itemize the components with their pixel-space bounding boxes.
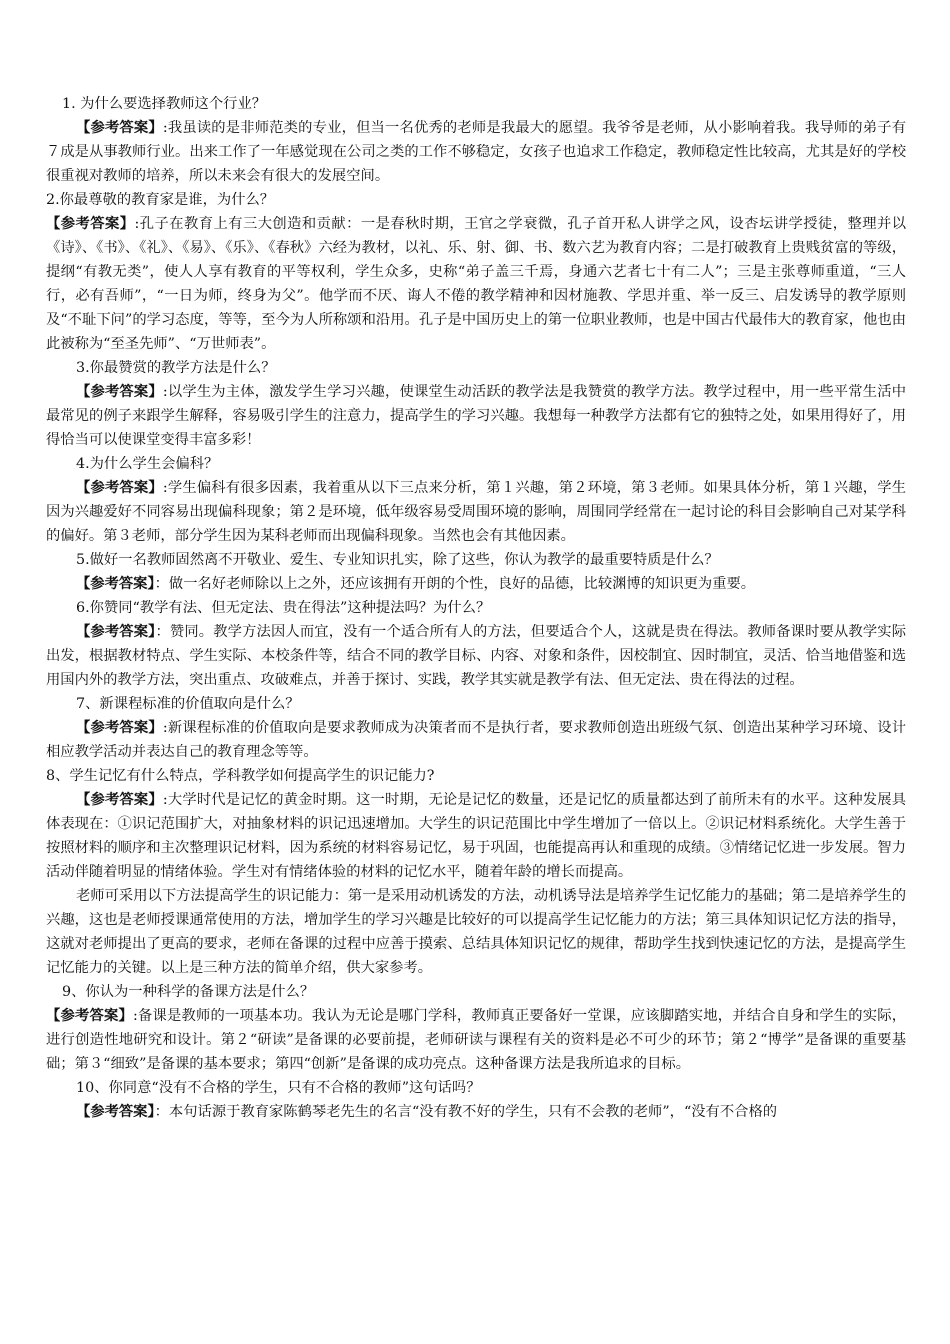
answer-tag: 【参考答案】	[76, 624, 156, 640]
answer-tag: 【参考答案】	[76, 1104, 155, 1120]
question-10: 10、你同意“没有不合格的学生，只有不合格的教师”这句话吗？	[76, 1080, 481, 1096]
question-3: 3.你最赞赏的教学方法是什么？	[76, 360, 276, 376]
answer-1	[46, 116, 906, 188]
answer-tag: 【参考答案】	[76, 120, 163, 136]
answer-text: :我虽读的是非师范类的专业，但当一名优秀的老师是我最大的愿望。我爷爷是老师，从小影响着我。我导师的弟子有７成是从事教师行业。出来工作了一年感觉现在公司之类的工作不够稳定，女孩子也追求工作稳定，教师稳定性比较高，尤其是好的学校很重视对教师的培养，所以未来会有很大的发展空间。	[46, 120, 907, 184]
answer-text: :大学时代是记忆的黄金时期。这一时期，无论是记忆的数量，还是记忆的质量都达到了前所未有的水平。这种发展具体表现在：①识记范围扩大，对抽象材料的识记迅速增加。大学生的识记范围比中学生增加了一倍以上。②识记材料系统化。大学生善于按照材料的顺序和主次整理识记材料，因为系统的材料容易记忆，易于巩固，也能提高再认和重现的成绩。③情绪记忆进一步发展。智力活动伴随着明显的情绪体验。学生对有情绪体验的材料的记忆水平，随着年龄的增长而提高。	[46, 792, 907, 880]
question-5: 5.做好一名教师固然离不开敬业、爱生、专业知识扎实，除了这些，你认为教学的最重要特质是什么？	[76, 552, 719, 568]
answer-text: :新课程标准的价值取向是要求教师成为决策者而不是执行者，要求教师创造出班级气氛、创造出某种学习环境、设计相应教学活动并表达自己的教育理念等等。	[46, 720, 907, 760]
answer-tag: 【参考答案】	[76, 480, 163, 496]
question-2: 2.你最尊敬的教育家是谁，为什么？	[46, 192, 275, 208]
question-4: 4.为什么学生会偏科？	[76, 456, 219, 472]
answer-10	[46, 1100, 906, 1124]
answer-tag: 【参考答案】	[76, 576, 155, 592]
answer-6	[46, 620, 906, 692]
answer-tag: 【参考答案】	[46, 1008, 133, 1024]
answer-5	[46, 572, 906, 596]
answer-text: :备课是教师的一项基本功。我认为无论是哪门学科，教师真正要备好一堂课，应该脚踏实地，并结合自身和学生的实际，进行创造性地研究和设计。第２“研读”是备课的必要前提，老师研读与课程有关的资料是必不可少的环节；第２“博学”是备课的重要基础；第３“细致”是备课的基本要求；第四“创新”是备课的成功亮点。这种备课方法是我所追求的目标。	[46, 1008, 906, 1072]
answer-text: :学生偏科有很多因素，我着重从以下三点来分析，第１兴趣，第２环境，第３老师。如果具体分析，第１兴趣，学生因为兴趣爱好不同容易出现偏科现象；第２是环境，低年级容易受周围环境的影响，周围同学经常在一起讨论的科目会影响自己对某学科的偏好。第３老师，部分学生因为某科老师而出现偏科现象。当然也会有其他因素。	[46, 480, 907, 544]
answer-text: :孔子在教育上有三大创造和贡献：一是春秋时期，王官之学衰微，孔子首开私人讲学之风，设杏坛讲学授徒，整理并以《诗》、《书》、《礼》、《易》、《乐》、《春秋》六经为教材，以礼、乐、射、御、书、数六艺为教育内容；二是打破教育上贵贱贫富的等级，提纲“有教无类”，使人人享有教育的平等权利，学生众多，史称“弟子盖三千焉，身通六艺者七十有二人”；三是主张尊师重道，“三人行，必有吾师”，“一日为师，终身为父”。他学而不厌、诲人不倦的教学精神和因材施教、学思并重、举一反三、启发诱导的教学原则及“不耻下问”的学习态度，等等，至今为人所称颂和沿用。孔子是中国历史上的第一位职业教师，也是中国古代最伟大的教育家，他也由此被称为“至圣先师”、“万世师表”。	[46, 216, 906, 352]
answer-text: ：本句话源于教育家陈鹤琴老先生的名言“没有教不好的学生，只有不会教的老师”，“没有不合格的	[154, 1104, 778, 1120]
question-7: 7、新课程标准的价值取向是什么？	[76, 696, 300, 712]
answer-8	[46, 788, 906, 884]
question-9: 9、你认为一种科学的备课方法是什么？	[62, 984, 315, 1000]
answer-tag: 【参考答案】	[46, 216, 135, 232]
answer-tag: 【参考答案】	[76, 384, 163, 400]
answer-8-extra: 老师可采用以下方法提高学生的识记能力：第一是采用动机诱发的方法，动机诱导法是培养学生记忆能力的基础；第二是培养学生的兴趣，这也是老师授课通常使用的方法，增加学生的学习兴趣是比较好的可以提高学生记忆能力的方法；第三具体知识记忆方法的指导，这就对老师提出了更高的要求，老师在备课的过程中应善于摸索、总结具体知识记忆的规律，帮助学生找到快速记忆的方法，是提高学生记忆能力的关键。以上是三种方法的简单介绍，供大家参考。	[46, 888, 906, 976]
answer-3	[46, 380, 906, 452]
document-page	[46, 92, 906, 1124]
question-8: 8、学生记忆有什么特点，学科教学如何提高学生的识记能力?	[46, 768, 435, 784]
answer-7	[46, 716, 906, 764]
answer-tag: 【参考答案】	[76, 792, 163, 808]
answer-2	[46, 212, 906, 356]
answer-text: ：赞同。教学方法因人而宜，没有一个适合所有人的方法，但要适合个人，这就是贵在得法。教师备课时要从教学实际出发，根据教材特点、学生实际、本校条件等，结合不同的教学目标、内容、对象和条件，因校制宜、因时制宜，灵活、恰当地借鉴和选用国内外的教学方法，突出重点、攻破难点，并善于探讨、实践，教学其实就是教学有法、但无定法、贵在得法的过程。	[46, 624, 906, 688]
answer-4	[46, 476, 906, 548]
answer-9	[46, 1004, 906, 1076]
answer-tag: 【参考答案】	[76, 720, 163, 736]
question-6: 6.你赞同“教学有法、但无定法、贵在得法”这种提法吗？为什么？	[76, 600, 491, 616]
answer-text: ：做一名好老师除以上之外，还应该拥有开朗的个性，良好的品德，比较渊博的知识更为重要。	[154, 576, 756, 592]
answer-text: :以学生为主体，激发学生学习兴趣，使课堂生动活跃的教学法是我赞赏的教学方法。教学过程中，用一些平常生活中最常见的例子来跟学生解释，容易吸引学生的注意力，提高学生的学习兴趣。我想每一种教学方法都有它的独特之处，如果用得好了，用得恰当可以使课堂变得丰富多彩！	[46, 384, 907, 448]
question-1: 1. 为什么要选择教师这个行业？	[62, 96, 267, 112]
